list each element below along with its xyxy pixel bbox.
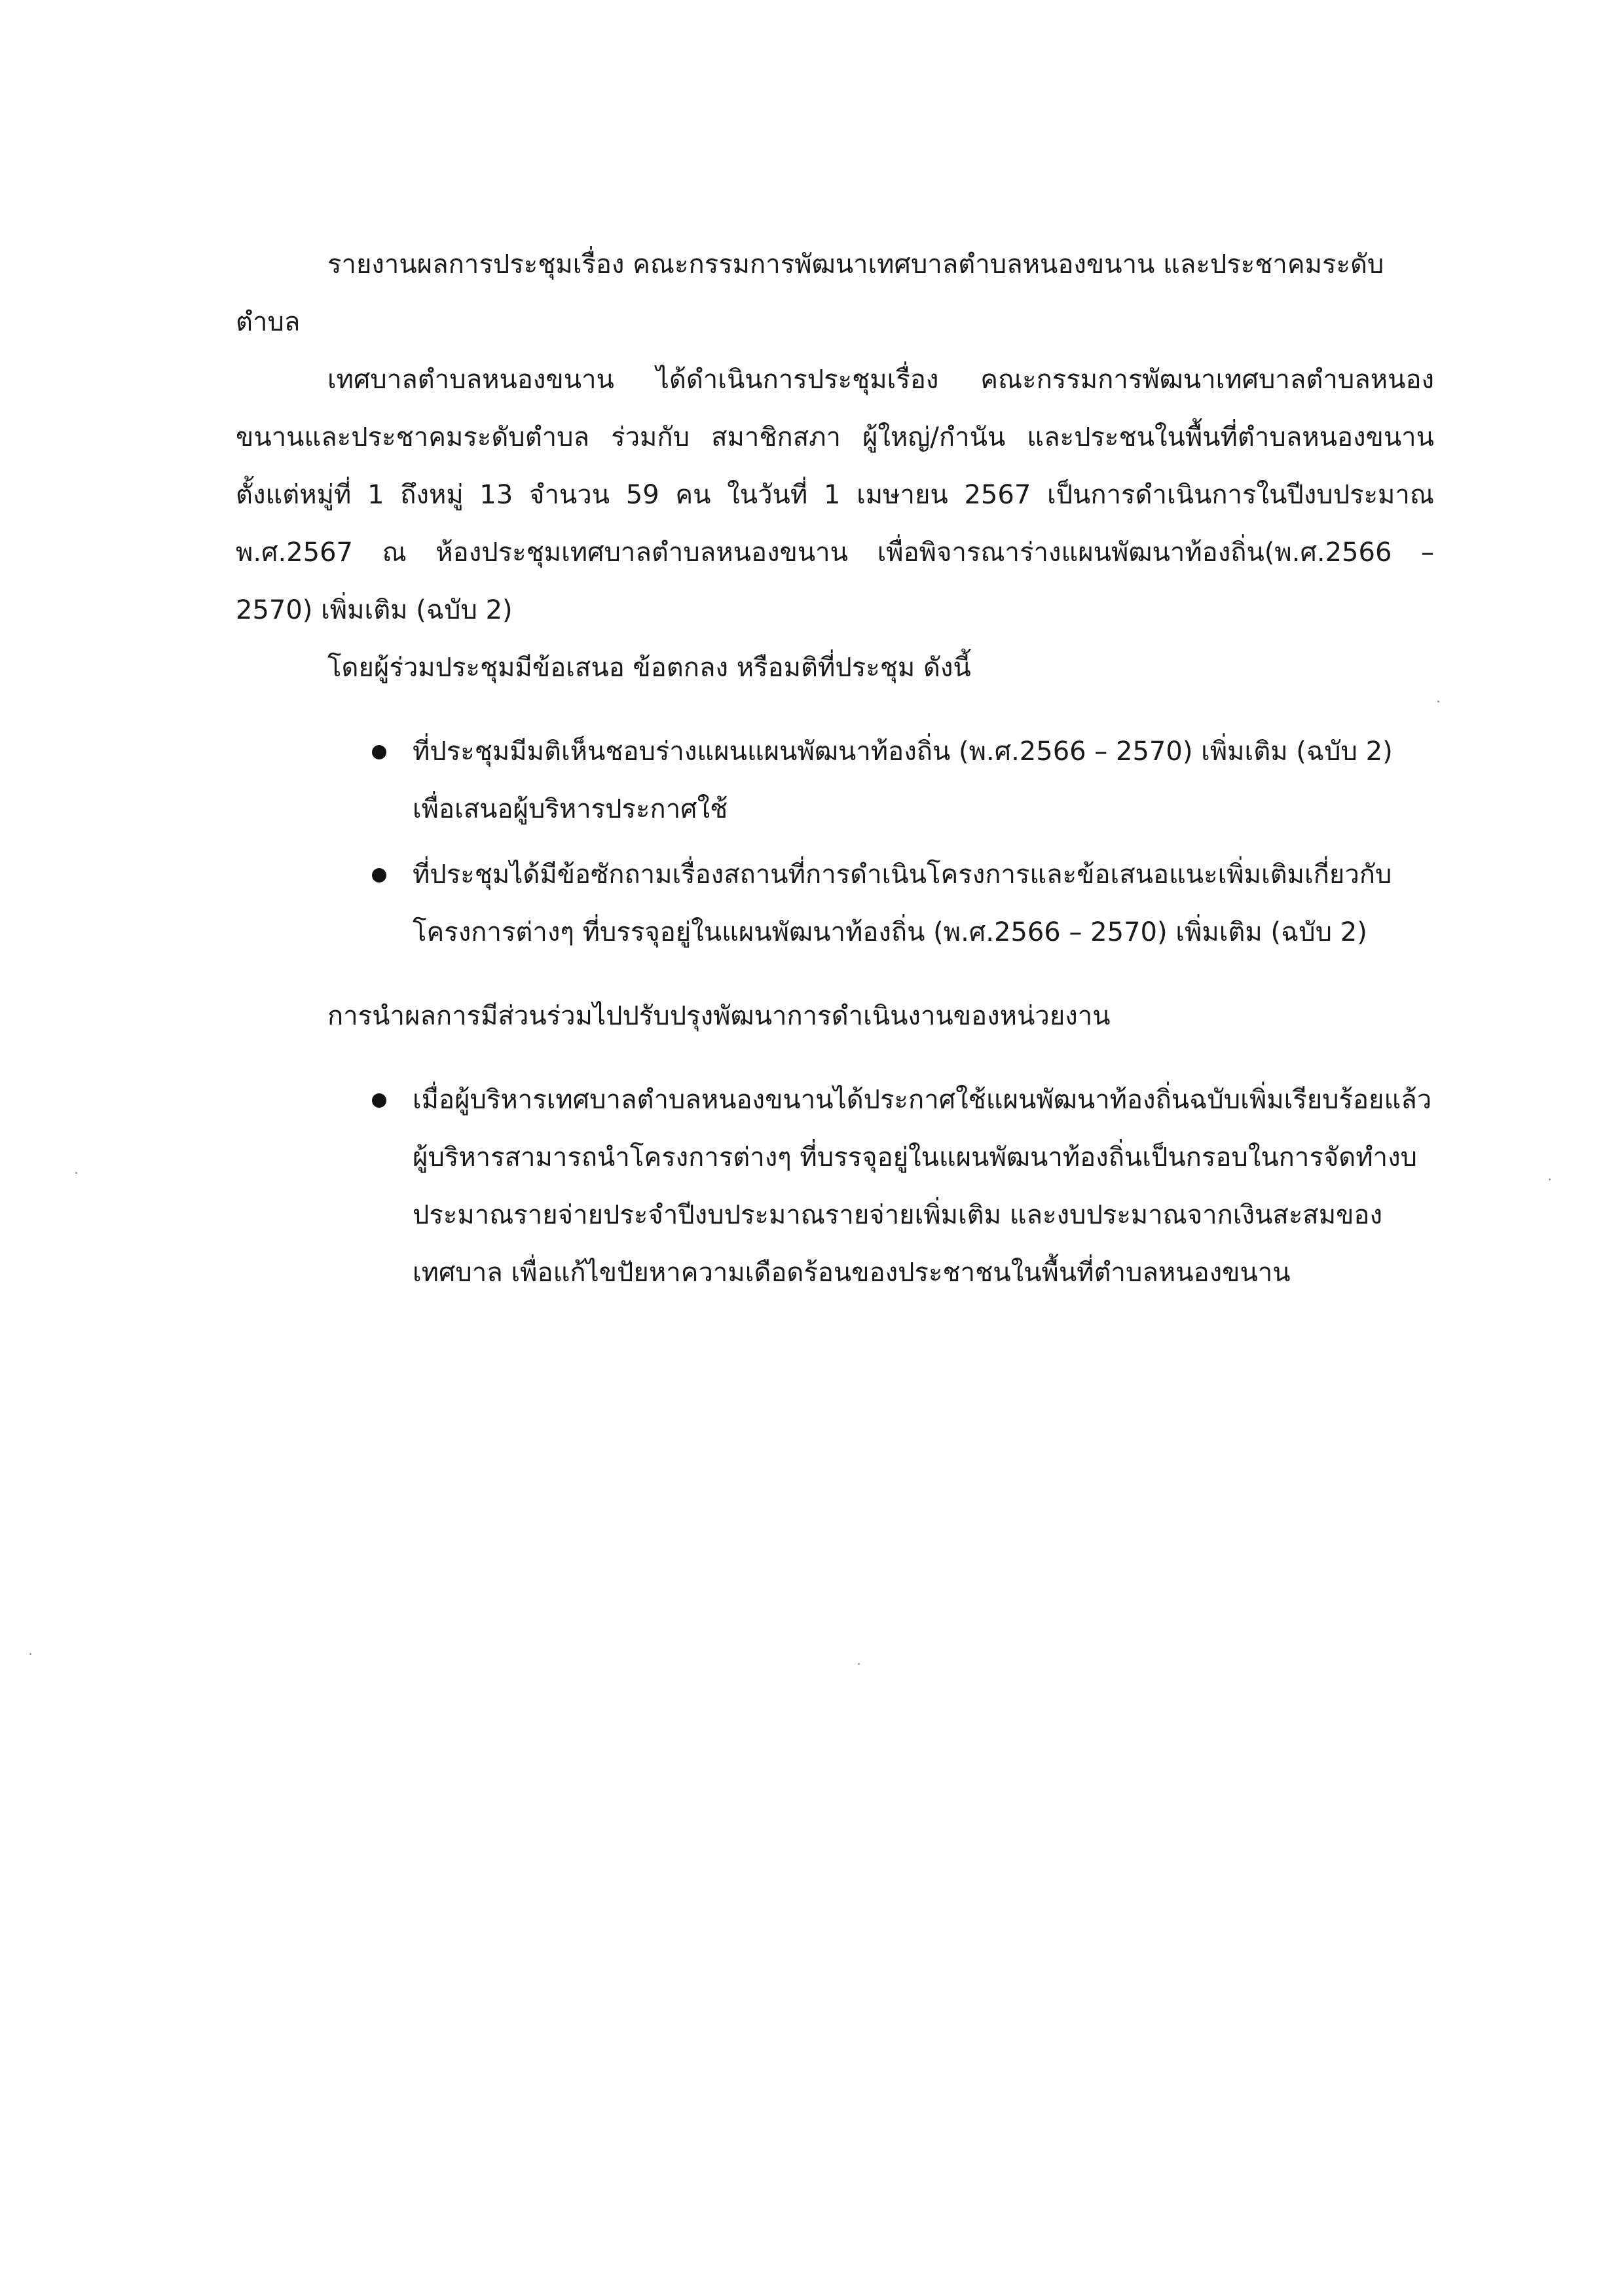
resolution-item-text: ที่ประชุมได้มีข้อซักถามเรื่องสถานที่การดำเนินโครงการและข้อเสนอแนะเพิ่มเติมเกี่ยวกับโครงการต่างๆ ที่บรรจุอยู่ในแผนพัฒนาท้องถิ่น (พ.ศ.2566 – 2570) เพิ่มเติม (ฉบับ 2)	[413, 860, 1392, 947]
bullet-dot-icon	[372, 1093, 386, 1108]
scan-speck	[29, 1653, 31, 1655]
bullet-dot-icon	[372, 868, 386, 883]
resolution-list	[236, 723, 1434, 961]
scan-speck	[1437, 701, 1439, 702]
resolution-intro: โดยผู้ร่วมประชุมมีข้อเสนอ ข้อตกลง หรือมติที่ประชุม ดังนี้	[327, 653, 971, 683]
scan-speck	[858, 1663, 860, 1665]
resolution-item	[413, 846, 1434, 961]
application-heading: การนำผลการมีส่วนร่วมไปปรับปรุงพัฒนาการดำเนินงานของหน่วยงาน	[327, 1001, 1111, 1031]
bullet-dot-icon	[372, 745, 386, 759]
resolution-item	[413, 723, 1434, 838]
report-body-paragraph: เทศบาลตำบลหนองขนาน ได้ดำเนินการประชุมเรื่อง คณะกรรมการพัฒนาเทศบาลตำบลหนองขนานและประชาคมระดับตำบล ร่วมกับ สมาชิกสภา ผู้ใหญ่/กำนัน และประชนในพื้นที่ตำบลหนองขนาน ตั้งแต่หมู่ที่ 1 ถึงหมู่ 13 จำนวน 59 คน ในวันที่ 1 เมษายน 2567 เป็นการดำเนินการในปีงบประมาณ พ.ศ.2567 ณ ห้องประชุมเทศบาลตำบลหนองขนาน เพื่อพิจารณาร่างแผนพัฒนาท้องถิ่น(พ.ศ.2566 – 2570) เพิ่มเติม (ฉบับ 2)	[236, 365, 1434, 625]
application-list	[236, 1071, 1434, 1302]
application-item-text: เมื่อผู้บริหารเทศบาลตำบลหนองขนานได้ประกาศใช้แผนพัฒนาท้องถิ่นฉบับเพิ่มเรียบร้อยแล้ว ผู้บริหารสามารถนำโครงการต่างๆ ที่บรรจุอยู่ในแผนพัฒนาท้องถิ่นเป็นกรอบในการจัดทำงบประมาณรายจ่ายประจำปีงบประมาณรายจ่ายเพิ่มเติม และงบประมาณจากเงินสะสมของเทศบาล เพื่อแก้ไขปัยหาความเดือดร้อนของประชาชนในพื้นที่ตำบลหนองขนาน	[413, 1085, 1432, 1288]
scan-speck	[1549, 1178, 1551, 1180]
scan-speck	[75, 1172, 77, 1174]
resolution-item-text: ที่ประชุมมีมติเห็นชอบร่างแผนแผนพัฒนาท้องถิ่น (พ.ศ.2566 – 2570) เพิ่มเติม (ฉบับ 2) เพื่อเสนอผู้บริหารประกาศใช้	[413, 737, 1393, 824]
document-body	[236, 236, 1434, 1309]
application-item	[413, 1071, 1434, 1302]
report-title-line: รายงานผลการประชุมเรื่อง คณะกรรมการพัฒนาเทศบาลตำบลหนองขนาน และประชาคมระดับตำบล	[236, 249, 1384, 337]
